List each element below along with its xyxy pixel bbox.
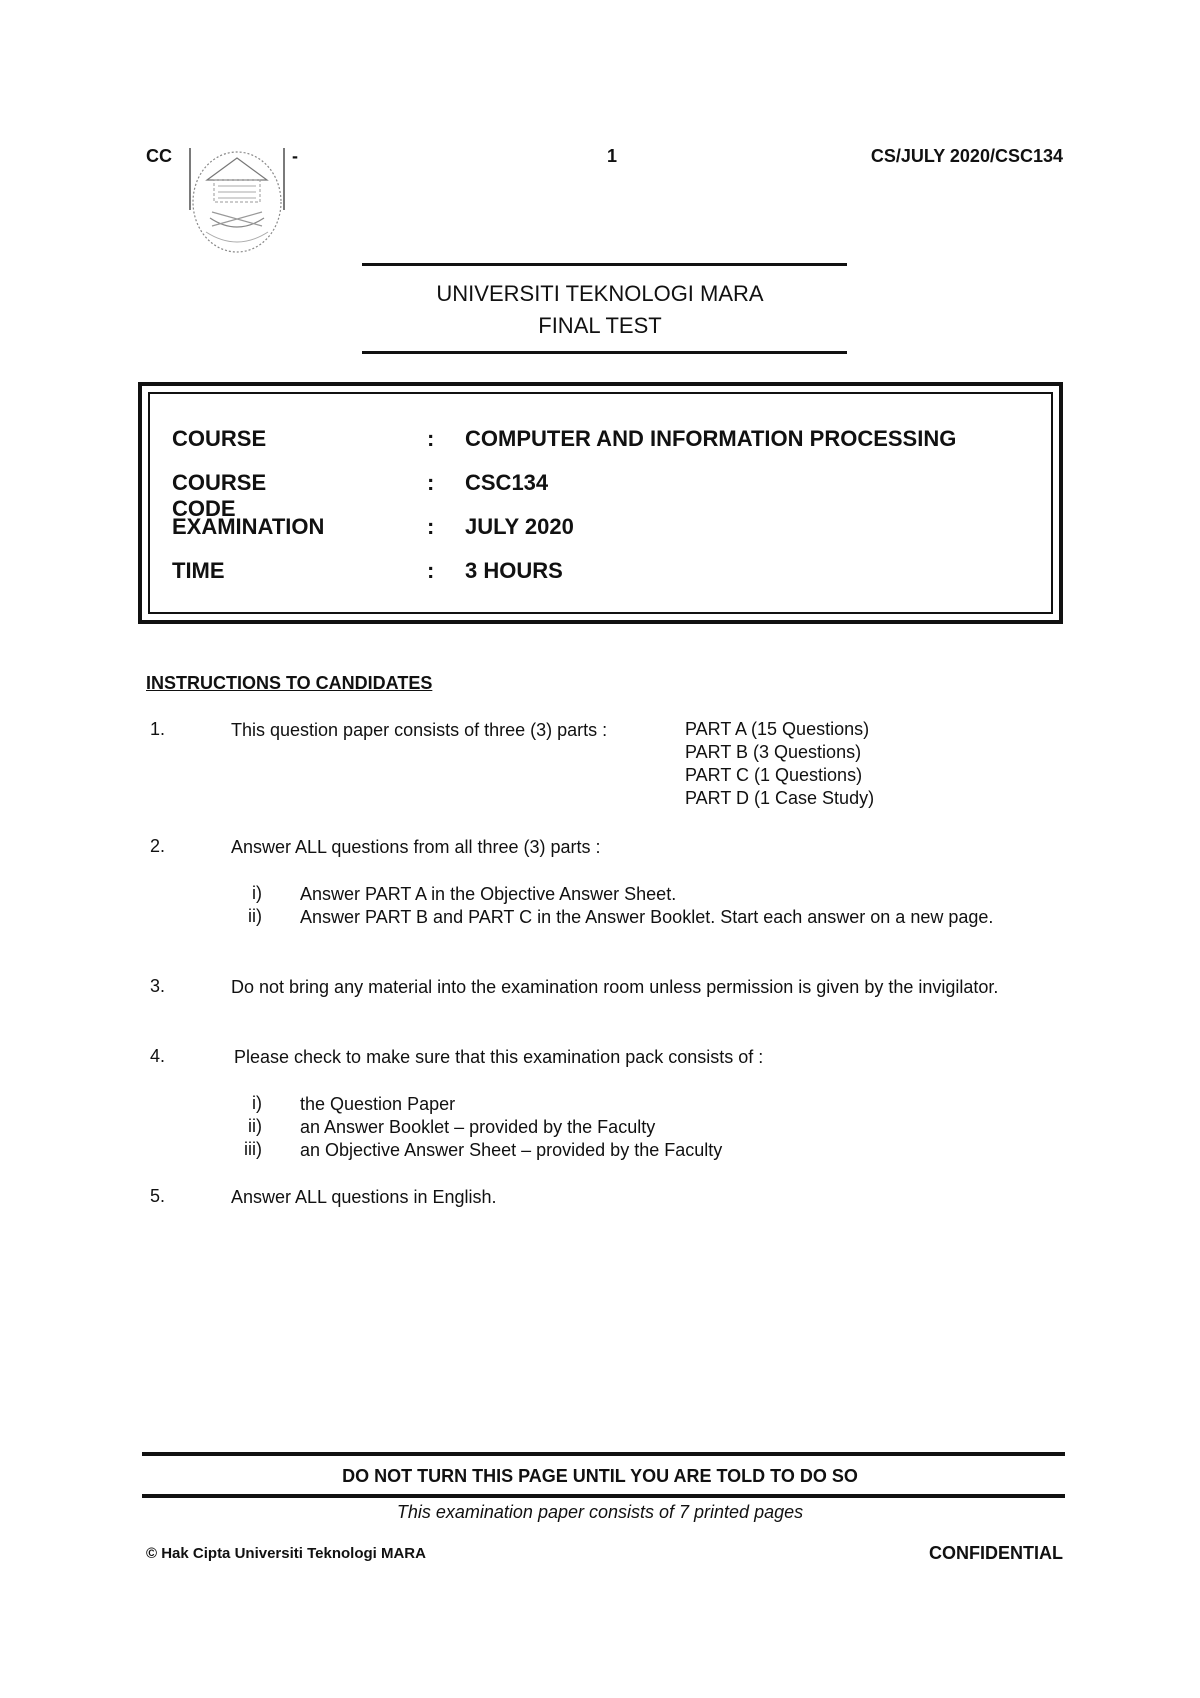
course-info-box [138, 382, 1063, 624]
instruction-2-text: Answer ALL questions from all three (3) parts : [231, 837, 601, 857]
examination-label: EXAMINATION [172, 514, 325, 539]
confidential-label: CONFIDENTIAL [929, 1543, 1063, 1563]
time-value: 3 HOURS [465, 558, 563, 583]
instruction-2-number: 2. [150, 836, 166, 856]
instruction-4-sub-2-number: ii) [248, 1116, 262, 1136]
part-c: PART C (1 Questions) [685, 765, 863, 785]
instruction-1-number: 1. [150, 719, 166, 739]
instruction-4-text: Please check to make sure that this examination pack consists of : [234, 1047, 764, 1067]
course-code-colon: : [427, 470, 435, 495]
title-rule-bottom [362, 351, 847, 354]
instruction-1-text: This question paper consists of three (3) parts : [231, 720, 608, 740]
instruction-5-text: Answer ALL questions in English. [231, 1187, 497, 1207]
instruction-4-sub-3-number: iii) [244, 1139, 262, 1159]
footer-rule-bottom [142, 1494, 1065, 1498]
instruction-4-sub-3-text: an Objective Answer Sheet – provided by the Faculty [300, 1140, 723, 1160]
footer-rule-top [142, 1452, 1065, 1456]
instruction-5-number: 5. [150, 1186, 166, 1206]
examination-value: JULY 2020 [465, 514, 574, 539]
examination-colon: : [427, 514, 435, 539]
instruction-3-text: Do not bring any material into the examination room unless permission is given by the invigilator. [231, 977, 999, 997]
part-b: PART B (3 Questions) [685, 742, 862, 762]
part-d: PART D (1 Case Study) [685, 788, 875, 808]
do-not-turn-warning: DO NOT TURN THIS PAGE UNTIL YOU ARE TOLD TO DO SO [342, 1466, 858, 1486]
paper-code: CS/JULY 2020/CSC134 [870, 146, 1063, 166]
instructions-heading: INSTRUCTIONS TO CANDIDATES [146, 673, 433, 693]
header-left-code: CC [146, 146, 172, 166]
instruction-2-sub-1-number: i) [252, 883, 262, 903]
instruction-4-number: 4. [150, 1046, 166, 1066]
header-left-mark: - [292, 146, 298, 166]
instruction-3-number: 3. [150, 976, 166, 996]
instruction-4-sub-1-number: i) [252, 1093, 262, 1113]
instruction-2-sub-1-text: Answer PART A in the Objective Answer Sheet. [300, 884, 677, 904]
course-colon: : [427, 426, 435, 451]
instruction-2-sub-2-text: Answer PART B and PART C in the Answer Booklet. Start each answer on a new page. [300, 907, 994, 927]
course-value: COMPUTER AND INFORMATION PROCESSING [465, 426, 957, 451]
university-name: UNIVERSITI TEKNOLOGI MARA [436, 281, 764, 306]
page-number: 1 [607, 146, 618, 166]
instruction-2-sub-2-number: ii) [248, 906, 262, 926]
time-label: TIME [172, 558, 225, 583]
instruction-4-sub-1-text: the Question Paper [300, 1094, 456, 1114]
copyright-notice: © Hak Cipta Universiti Teknologi MARA [146, 1545, 426, 1562]
course-code-label: COURSE CODE [172, 470, 267, 521]
instruction-4-sub-2-text: an Answer Booklet – provided by the Faculty [300, 1117, 656, 1137]
university-crest-logo [182, 140, 292, 258]
course-code-value: CSC134 [465, 470, 549, 495]
pages-note: This examination paper consists of 7 printed pages [396, 1502, 804, 1522]
title-rule-top [362, 263, 847, 266]
part-a: PART A (15 Questions) [685, 719, 870, 739]
time-colon: : [427, 558, 435, 583]
course-label: COURSE [172, 426, 267, 451]
test-title: FINAL TEST [538, 313, 662, 338]
